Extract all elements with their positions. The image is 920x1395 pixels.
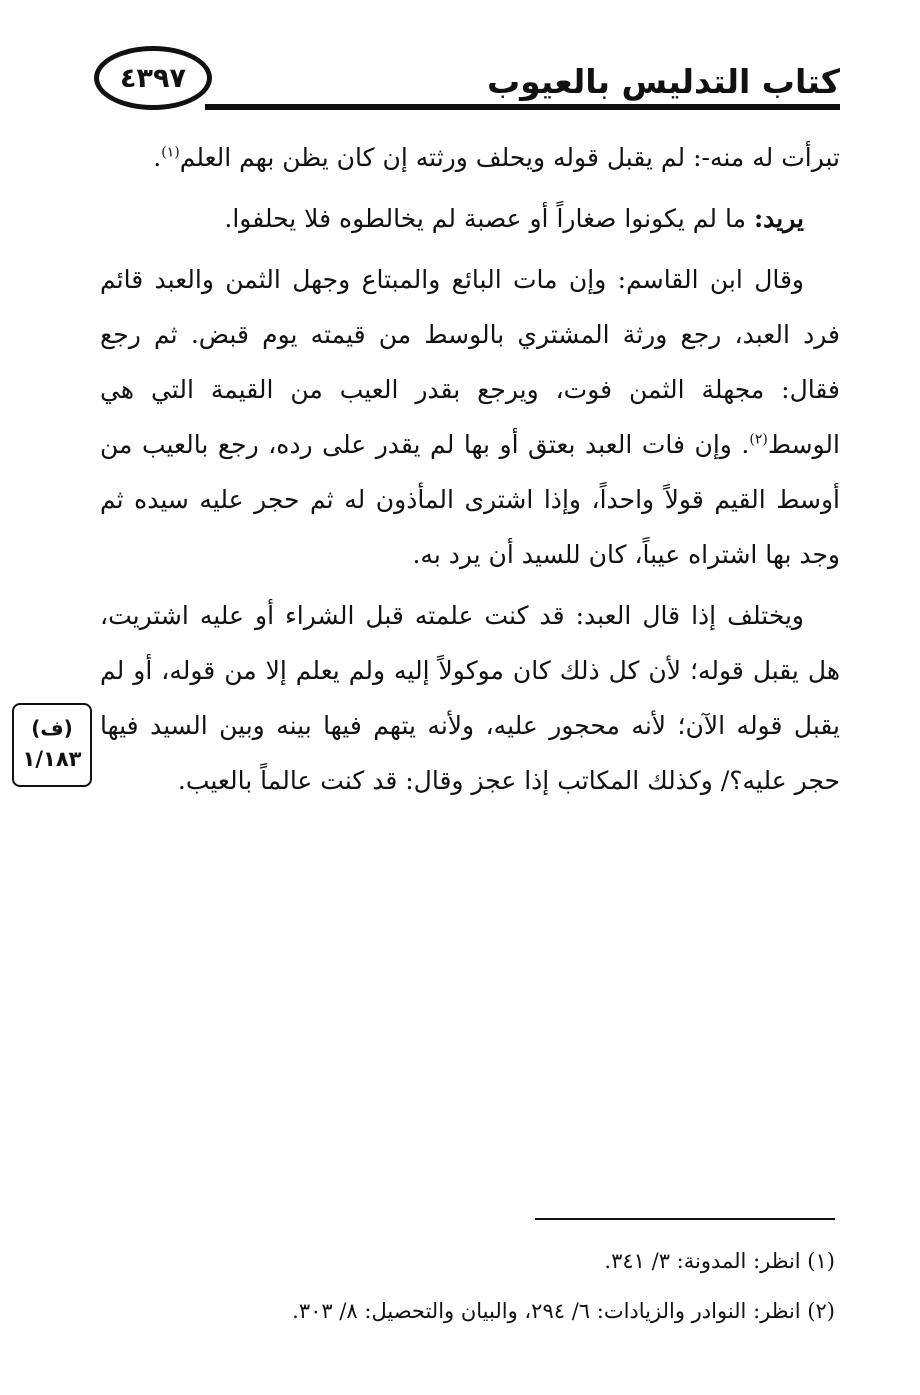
paragraph-3-text-b: . وإن فات العبد بعتق أو بها لم يقدر على رده، رجع بالعيب من أوسط القيم قولاً واحداً، وإذا اشترى المأذون له ثم حجر عليه سيده ثم وجد بها اشتراه عيباً، كان للسيد أن يرد به.: [100, 430, 840, 569]
page-number: ٤٣٩٧: [120, 62, 186, 94]
footnote-2: (٢) انظر: النوادر والزيادات: ٦/ ٢٩٤، والبيان والتحصيل: ٨/ ٣٠٣.: [292, 1299, 835, 1323]
header-rule: [205, 104, 840, 110]
paragraph-3: [100, 252, 840, 582]
paragraph-1-text: تبرأت له منه-: لم يقبل قوله ويحلف ورثته إن كان يظن بهم العلم: [179, 143, 840, 172]
paragraph-2-lead: يريد:: [753, 204, 804, 233]
paragraph-1-end: .: [153, 143, 162, 172]
paragraph-4: [100, 588, 840, 808]
body-text: [100, 130, 840, 814]
footnote-ref-2: (٢): [749, 431, 768, 448]
paragraph-1: [100, 130, 840, 185]
footnote-rule: [535, 1218, 835, 1220]
footnote-1: (١) انظر: المدونة: ٣/ ٣٤١.: [604, 1249, 835, 1273]
page-number-oval: [94, 46, 212, 110]
page-header: [0, 0, 920, 130]
paragraph-2-text: ما لم يكونوا صغاراً أو عصبة لم يخالطوه فلا يحلفوا.: [224, 204, 754, 233]
margin-note-ref: ١/١٨٣: [22, 747, 82, 771]
book-title: كتاب التدليس بالعيوب: [486, 62, 840, 101]
footnote-ref-1: (١): [161, 144, 180, 161]
footnotes: [100, 1236, 835, 1336]
paragraph-2: [100, 191, 840, 246]
paragraph-4-text: ويختلف إذا قال العبد: قد كنت علمته قبل الشراء أو عليه اشتريت، هل يقبل قوله؛ لأن كل ذلك كان موكولاً إليه ولم يعلم إلا من قوله، أو لم يقبل قوله الآن؛ لأنه محجور عليه، ولأنه يتهم فيها بينه وبين السيد فيها حجر عليه؟/ وكذلك المكاتب إذا عجز وقال: قد كنت عالماً بالعيب.: [100, 601, 840, 795]
paragraph-3-text-a: وقال ابن القاسم: وإن مات البائع والمبتاع وجهل الثمن والعبد قائم فرد العبد، رجع ورثة المشتري بالوسط من قيمته يوم قبض. ثم رجع فقال: مجهلة الثمن فوت، ويرجع بقدر العيب من القيمة التي هي الوسط: [100, 265, 840, 459]
margin-note-label: (ف): [31, 716, 73, 740]
margin-note: [12, 703, 92, 787]
